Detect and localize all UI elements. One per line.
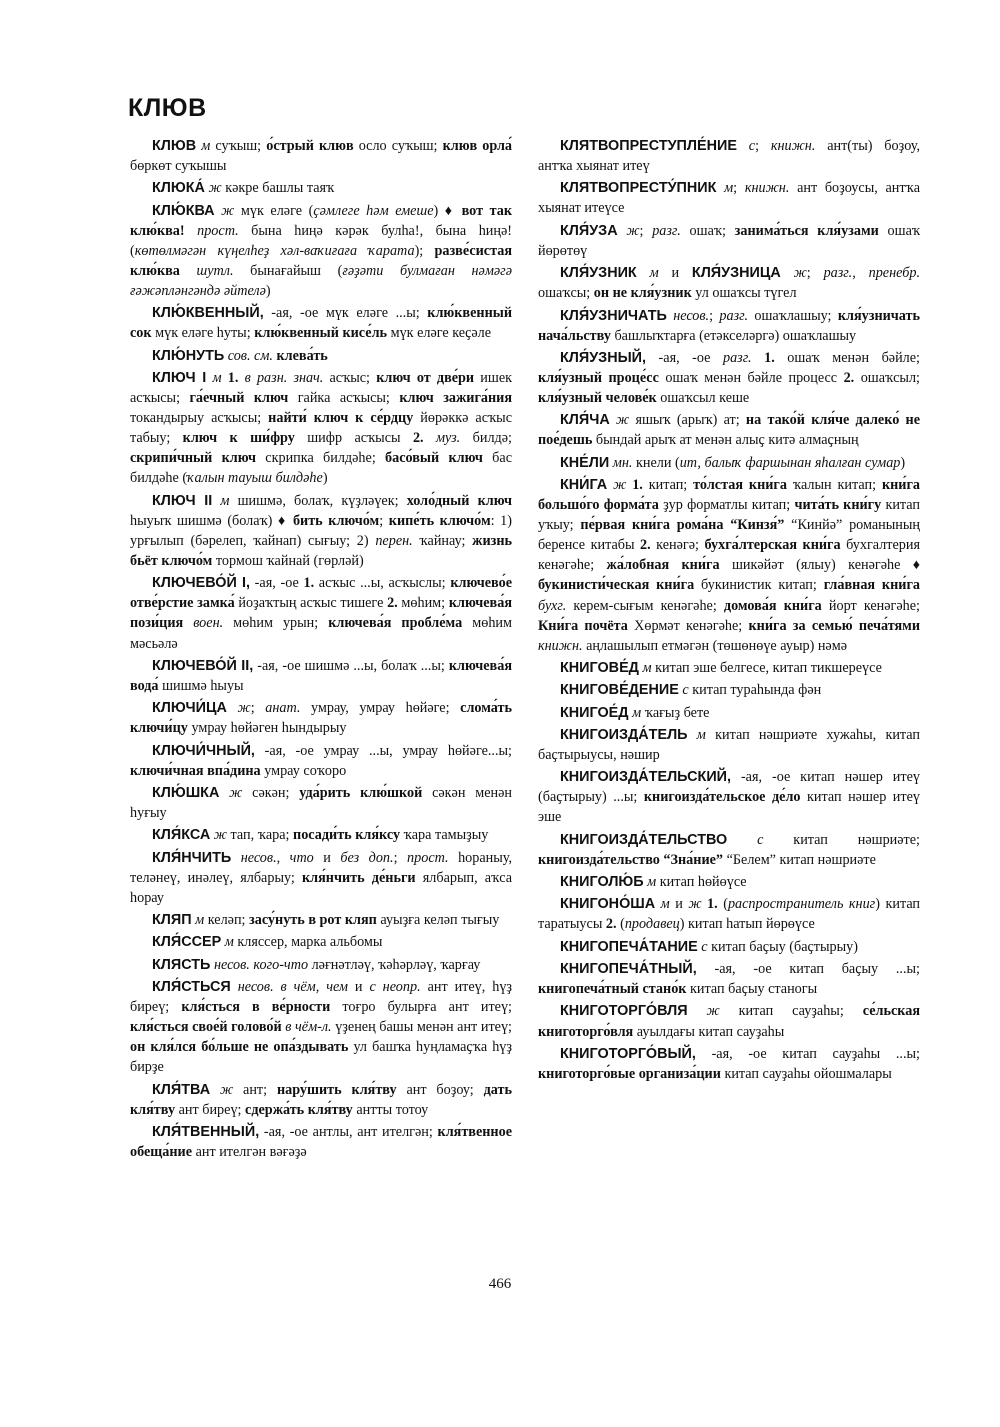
entry-definition: -ая, -ое китап сауҙаһы ...ы; книготорго́вые организа́ции китап сауҙаһы ойошмалары: [538, 1045, 920, 1082]
entry-definition: м; книжн. ант боҙоусы, антҡа хыянат итеүсе: [538, 180, 920, 217]
entry-definition: несов.; разг. ошаҡлашыу; кля́узничать нача́льству башлыҡтарға (етәкселәргә) ошаҡлашыу: [538, 307, 920, 344]
entry-definition: -ая, -ое шишмә ...ы, болаҡ ...ы; ключева́я вода́ шишмә һыуы: [130, 657, 512, 694]
entry-headword: КЛЮ́КВЕННЫЙ,: [152, 305, 264, 322]
entry-definition: м ҡағыҙ бете: [632, 704, 710, 721]
entry-definition: ж; разг. ошаҡ; занима́ться кля́узами ошаҡ йөрөтөү: [538, 222, 921, 259]
dictionary-entry: [130, 825, 512, 845]
entry-headword: КНИГОПЕЧА́ТАНИЕ: [560, 938, 698, 955]
entry-definition: ж сәкән; уда́рить клю́шкой сәкән менән һуғыу: [130, 784, 512, 822]
entry-definition: несов., что и без доп.; прост. һораныу, теләнеү, инәлеү, ялбарыу; кля́нчить де́ньги ялбарып, аҡса һорау: [130, 849, 512, 906]
dictionary-entry: [130, 698, 512, 738]
entry-definition: -ая, -ое китап нәшер итеү (баҫтырыу) ...ы; книгоизда́тельское де́ло китап нәшер итеү эше: [538, 769, 920, 826]
dictionary-entry: [538, 1044, 920, 1084]
dictionary-entry: [130, 741, 512, 781]
entry-definition: сов. см. клева́ть: [227, 347, 328, 364]
entry-headword: КНИГОВЕ́Д: [560, 660, 639, 677]
dictionary-entry: [538, 475, 920, 656]
entry-definition: -ая, -ое антлы, ант ителгән; кля́твенное обеща́ние ант ителгән вәғәҙә: [130, 1123, 512, 1161]
dictionary-entry: [538, 178, 920, 218]
entry-definition: ж мүк еләге (ҫәмлеге һәм емеше) ♦ вот так клю́ква! прост. бына һиңә кәрәк булһа!, бына һиңә! (көтөлмәгән күңелһеҙ хәл-ваҡиғаға ҡарата); разве́систая клю́ква шутл. бынағайыш (ғәҙәти булмаған нәмәгә ғәжәпләнгәндә әйтелә): [130, 202, 513, 300]
dictionary-entry: [130, 932, 512, 952]
column-right: [538, 136, 920, 1086]
entry-definition: с китап нәшриәте; книгоизда́тельство “Зна́ние” “Белем” китап нәшриәте: [538, 831, 920, 868]
entry-definition: м келәп; засу́нуть в рот кляп ауыҙға келәп тығыу: [195, 912, 500, 929]
entry-headword: КЛЯП: [152, 912, 192, 929]
entry-headword: КЛЯ́ССЕР: [152, 934, 222, 951]
entry-headword: КЛЯ́ЧА: [560, 412, 610, 429]
entry-headword: КЛЯСТЬ: [152, 956, 211, 973]
entry-definition: ж кәкре башлы таяҡ: [208, 180, 335, 197]
entry-definition: ж; анат. умрау, умрау һөйәге; слома́ть ключи́цу умрау һөйәген һындырыу: [130, 700, 512, 737]
entry-headword: КЛЯ́НЧИТЬ: [152, 849, 232, 866]
entry-headword: КНИГОИЗДА́ТЕЛЬСКИЙ,: [560, 769, 732, 786]
dictionary-entry: [538, 894, 920, 934]
dictionary-entry: [538, 136, 920, 176]
entry-headword: КЛЮЧ II: [152, 492, 213, 509]
dictionary-entry: [538, 680, 920, 700]
entry-headword: КЛЯ́СТЬСЯ: [152, 978, 231, 995]
dictionary-entry: [538, 263, 920, 303]
entry-headword: КЛЮЧЕВО́Й I,: [152, 575, 250, 592]
entry-headword: КНИ́ГА: [560, 477, 608, 493]
entry-headword: КНИГОИЗДА́ТЕЛЬСТВО: [560, 831, 728, 848]
dictionary-entry: [130, 573, 512, 653]
entry-definition: с китап баҫыу (баҫтырыу): [701, 938, 858, 955]
entry-definition: ж китап сауҙаһы; се́льская книготорго́вля ауылдағы китап сауҙаһы: [538, 1003, 920, 1040]
dictionary-entry: [130, 303, 512, 343]
entry-headword: КЛЮ́КВА: [152, 202, 215, 219]
entry-headword: КЛЯ́ТВА: [152, 1081, 211, 1098]
entry-definition: несов. кого-что ләғнәтләү, ҡәһәрләү, ҡарғау: [213, 956, 481, 973]
entry-definition: -ая, -ое разг. 1. ошаҡ менән бәйле; кля́узный проце́сс ошаҡ менән бәйле процесс 2. ошаҡсыл; кля́узный челове́к ошаҡсыл кеше: [538, 349, 920, 407]
entry-definition: ж 1. китап; то́лстая кни́га ҡалын китап; кни́га большо́го форма́та ҙур форматлы китап; чита́ть кни́гу китап уҡыу; пе́рвая кни́га рома́на “Кинзя́” “Кинйә” романының беренсе китабы 2. кенәгә; бухга́лтерская кни́га бухгалтерия кенәгәһе; жа́лобная кни́га шикәйәт (ялыу) кенәгәһе ♦ букинисти́ческая кни́га букинистик китап; гла́вная кни́га бухг. керем-сығым кенәгәһе; домова́я кни́га йорт кенәгәһе; Кни́га почёта Хөрмәт кенәгәһе; кни́га за семью́ печа́тями книжн. аңлашылып етмәгән (төшөнөүе ауыр) нәмә: [538, 477, 921, 654]
entry-headword: КЛЮЧИ́ЦА: [152, 700, 227, 717]
dictionary-entry: [538, 767, 920, 827]
entry-headword: КЛЮЧИ́ЧНЫЙ,: [152, 742, 255, 759]
dictionary-entry: [538, 872, 920, 892]
entry-headword: КНИГОЕ́Д: [560, 704, 629, 721]
dictionary-entry: [130, 178, 512, 198]
entry-definition: ж тап, ҡара; посади́ть кля́ксу ҡара тамыҙыу: [213, 827, 489, 844]
entry-definition: с китап тураһында фән: [682, 682, 822, 699]
entry-headword: КНИГОТОРГО́ВЛЯ: [560, 1003, 688, 1020]
dictionary-entry: [538, 703, 920, 723]
page-number: 466: [488, 1276, 512, 1292]
entry-headword: КНИГОТОРГО́ВЫЙ,: [560, 1045, 696, 1062]
dictionary-entry: [538, 959, 920, 999]
dictionary-entry: [130, 136, 512, 176]
dictionary-entry: [130, 910, 512, 930]
entry-definition: м шишмә, болаҡ, күҙләүек; холо́дный ключ һыуыҡ шишмә (болаҡ) ♦ бить ключо́м; кипе́ть ключо́м: 1) урғылып (бәрелеп, ҡайнап) сығыу; 2) перен. ҡайнау; жизнь бьёт ключо́м тормош ҡайнай (гөрләй): [130, 492, 513, 569]
entry-headword: КЛЮКА́: [152, 180, 205, 197]
entry-headword: КЛЯТВОПРЕСТУПЛЕ́НИЕ: [560, 138, 737, 154]
entry-headword: КЛЮЧЕВО́Й II,: [152, 657, 254, 674]
dictionary-entry: [130, 783, 512, 823]
entry-definition: -ая, -ое 1. асҡыс ...ы, асҡыслы; ключево́е отве́рстие замка́ йоҙаҡтың асҡыс тишеге 2. мөһим; ключева́я пози́ция воен. мөһим урын; ключева́я пробле́ма мөһим мәсьәлә: [130, 575, 513, 652]
entry-definition: ж ант; нару́шить кля́тву ант боҙоу; дать кля́тву ант биреү; сдержа́ть кля́тву антты тотоу: [130, 1081, 512, 1118]
entry-headword: КЛЯ́УЗА: [560, 222, 618, 239]
entry-headword: КЛЯ́УЗНИЧАТЬ: [560, 307, 667, 324]
entry-definition: м суҡыш; о́стрый клюв осло суҡыш; клюв орла́ бөркөт суҡышы: [130, 138, 512, 175]
entry-headword: КНИГОИЗДА́ТЕЛЬ: [560, 726, 688, 743]
entry-headword: КНИГОВЕ́ДЕНИЕ: [560, 682, 679, 699]
dictionary-entry: [130, 656, 512, 696]
entry-definition: м и ж 1. (распространитель книг) китап таратыусы 2. (продавец) китап һатып йөрөүсе: [538, 896, 921, 933]
entry-headword: КЛЮВ: [152, 138, 197, 154]
entry-headword: КНИГОПЕЧА́ТНЫЙ,: [560, 961, 697, 978]
dictionary-entry: [130, 955, 512, 975]
dictionary-entry: [538, 306, 920, 346]
dictionary-entry: [130, 368, 512, 489]
entry-headword: КЛЯТВОПРЕСТУ́ПНИК: [560, 180, 717, 197]
entry-headword: КЛЯ́ТВЕННЫЙ,: [152, 1123, 260, 1140]
dictionary-entry: [538, 221, 920, 261]
entry-headword: КЛЯ́КСА: [152, 827, 211, 844]
entry-definition: с; книжн. ант(ты) боҙоу, антҡа хыянат итеү: [538, 138, 920, 175]
dictionary-entry: [130, 1080, 512, 1120]
dictionary-entry: [130, 346, 512, 366]
dictionary-entry: [130, 848, 512, 908]
entry-definition: м и КЛЯ́УЗНИЦА ж; разг., пренебр. ошаҡсы; он не кля́узник ул ошаҡсы түгел: [538, 265, 921, 302]
entry-headword: КЛЯ́УЗНЫЙ,: [560, 349, 647, 366]
entry-definition: -ая, -ое умрау ...ы, умрау һөйәге...ы; ключи́чная впа́дина умрау соҡоро: [130, 742, 512, 779]
dictionary-entry: [538, 453, 920, 473]
running-head: КЛЮВ: [128, 94, 207, 122]
entry-headword: КЛЯ́УЗНИК: [560, 265, 637, 282]
dictionary-entry: [538, 830, 920, 870]
dictionary-entry: [130, 491, 512, 571]
dictionary-entry: [538, 348, 920, 408]
dictionary-entry: [538, 658, 920, 678]
entry-headword: КЛЮЧ I: [152, 369, 207, 386]
entry-definition: м 1. в разн. знач. асҡыс; ключ от две́ри ишек асҡысы; га́ечный ключ гайка асҡысы; ключ зажига́ния токандырыу асҡысы; найти́ ключ к се́рдцу йөрәккә асҡыс табыу; ключ к ши́фру шифр асҡысы 2. муз. билдә; скрипи́чный ключ скрипка билдәһе; басо́вый ключ бас билдәһе (ҡалын тауыш билдәһе): [130, 369, 513, 487]
entry-definition: м кляссер, марка альбомы: [224, 934, 383, 951]
entry-definition: -ая, -ое мүк еләге ...ы; клю́квенный сок мүк еләге һуты; клю́квенный кисе́ль мүк еләге кеҫәле: [130, 305, 512, 342]
entry-headword: КЛЮ́НУТЬ: [152, 347, 225, 364]
dictionary-entry: [130, 201, 512, 301]
entry-definition: мн. кнели (ит, балыҡ фаршынан яһалған сумар): [612, 454, 906, 471]
entry-definition: м китап эше белгесе, китап тикшереүсе: [642, 660, 882, 677]
entry-definition: м китап һөйөүсе: [647, 874, 747, 891]
dictionary-entry: [538, 410, 920, 450]
entry-definition: м китап нәшриәте хужаһы, китап баҫтырыусы, нәшир: [538, 726, 921, 763]
entry-headword: КНИГОЛЮ́Б: [560, 874, 644, 891]
dictionary-entry: [538, 1001, 920, 1041]
dictionary-entry: [538, 725, 920, 765]
entry-definition: ж яшыҡ (арыҡ) ат; на тако́й кля́че далеко́ не пое́дешь бындай арыҡ ат менән алыҫ китә алмаҫның: [538, 412, 921, 449]
dictionary-entry: [130, 977, 512, 1077]
dictionary-entry: [130, 1122, 512, 1162]
entry-headword: КНЕ́ЛИ: [560, 454, 610, 471]
entry-definition: -ая, -ое китап баҫыу ...ы; книгопеча́тный стано́к китап баҫыу станогы: [538, 961, 920, 998]
entry-headword: КНИГОНО́ША: [560, 896, 656, 913]
entry-headword: КЛЮ́ШКА: [152, 784, 220, 801]
entry-definition: несов. в чём, чем и с неопр. ант итеү, һүҙ биреү; кля́сться в ве́рности тоғро булырға ант итеү; кля́сться свое́й голово́й в чём-л. үҙенең башы менән ант итеү; он кля́лся бо́льше не опа́здывать ул башҡа һуңламаҫҡа һүҙ бирҙе: [130, 978, 513, 1076]
dictionary-entry: [538, 937, 920, 957]
column-left: [130, 136, 512, 1164]
